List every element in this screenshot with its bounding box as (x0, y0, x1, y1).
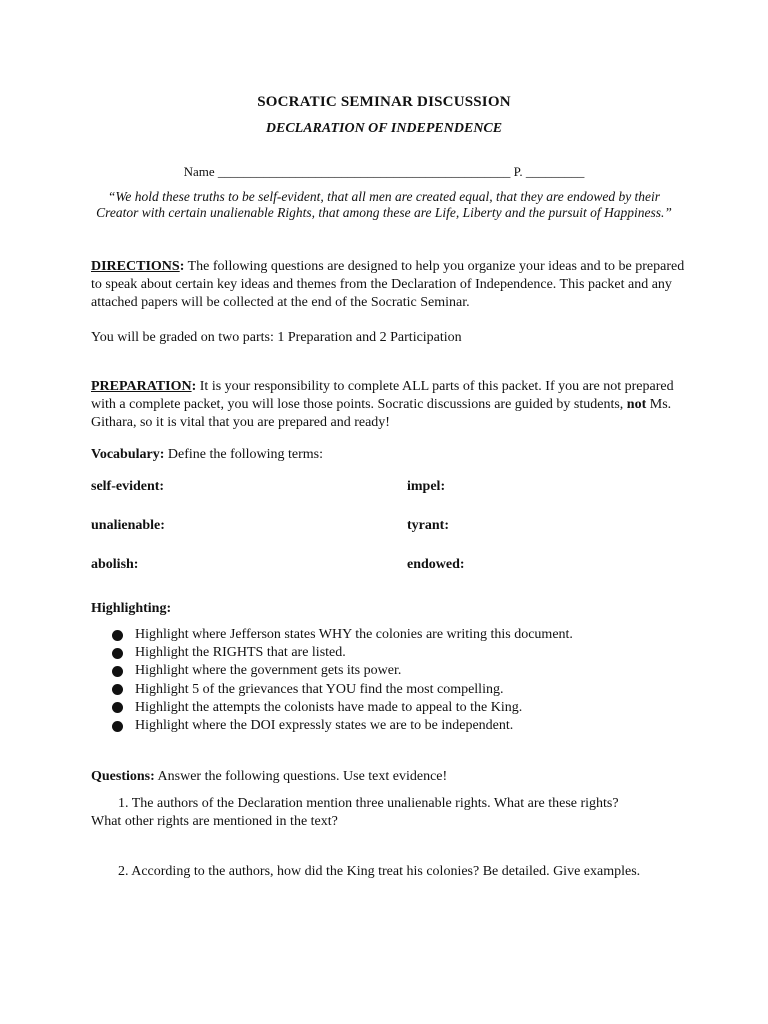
vocabulary-instruction-text: Define the following terms: (164, 447, 324, 462)
list-item: Highlight where the government gets its power. (112, 662, 712, 680)
list-item: Highlight the RIGHTS that are listed. (112, 644, 712, 662)
preparation-colon: : (191, 379, 197, 394)
declaration-quote: “We hold these truths to be self-evident, that all men are created equal, that they are endowed by their Creator with certain unalienable Rights, that among these are Life, Liberty and the pursuit of Happiness.” (96, 189, 672, 220)
list-item: Highlight where Jefferson states WHY the colonies are writing this document. (112, 626, 712, 644)
bullet-icon (112, 630, 123, 641)
bullet-icon (112, 666, 123, 677)
vocab-term: self-evident: (91, 479, 165, 494)
preparation-text-after: Ms. Githara, so it is vital that you are prepared and ready! (91, 397, 672, 430)
questions-label: Questions: (91, 769, 155, 784)
preparation-bold-word: not (626, 397, 647, 412)
question-1-line-2: What other rights are mentioned in the text? (91, 814, 338, 829)
question-2: 2. According to the authors, how did the King treat his colonies? Be detailed. Give examples. (118, 864, 641, 879)
grading-statement: You will be graded on two parts: 1 Preparation and 2 Participation (91, 330, 462, 345)
directions-label: DIRECTIONS (91, 259, 180, 274)
directions-colon: : (179, 259, 185, 274)
vocab-term: unalienable: (91, 518, 165, 533)
vocab-term: endowed: (407, 557, 465, 572)
bullet-icon (112, 721, 123, 732)
questions-instruction-text: Answer the following questions. Use text evidence! (154, 769, 448, 784)
list-item: Highlight 5 of the grievances that YOU find the most compelling. (112, 681, 712, 699)
bullet-icon (112, 648, 123, 659)
vocab-term: impel: (407, 479, 446, 494)
bullet-icon (112, 684, 123, 695)
preparation-label: PREPARATION (91, 379, 192, 394)
directions-text: The following questions are designed to help you organize your ideas and to be prepared to speak about certain key ideas and themes from the Declaration of Independence. This packet and any attached papers will be collected at the end of the Socratic Seminar. (91, 259, 685, 310)
questions-instruction (91, 768, 691, 786)
directions-paragraph (91, 258, 691, 312)
bullet-icon (112, 702, 123, 713)
preparation-paragraph (91, 378, 691, 432)
page-subtitle: DECLARATION OF INDEPENDENCE (265, 121, 503, 136)
question-1-line-1: 1. The authors of the Declaration mention three unalienable rights. What are these rights? (118, 796, 619, 811)
highlighting-list (112, 626, 712, 735)
vocab-term: abolish: (91, 557, 139, 572)
preparation-text-before: It is your responsibility to complete ALL parts of this packet. If you are not prepared with a complete packet, you will lose those points. Socratic discussions are guided by students, (91, 379, 674, 412)
name-period-line: Name _____________________________________________ P. _________ (183, 164, 585, 179)
list-item: Highlight where the DOI expressly states we are to be independent. (112, 717, 712, 735)
vocab-term: tyrant: (407, 518, 449, 533)
page-title: SOCRATIC SEMINAR DISCUSSION (257, 94, 511, 110)
vocabulary-label: Vocabulary: (91, 447, 165, 462)
vocabulary-instruction (91, 446, 691, 464)
list-item: Highlight the attempts the colonists have made to appeal to the King. (112, 699, 712, 717)
highlighting-heading: Highlighting: (91, 601, 172, 616)
